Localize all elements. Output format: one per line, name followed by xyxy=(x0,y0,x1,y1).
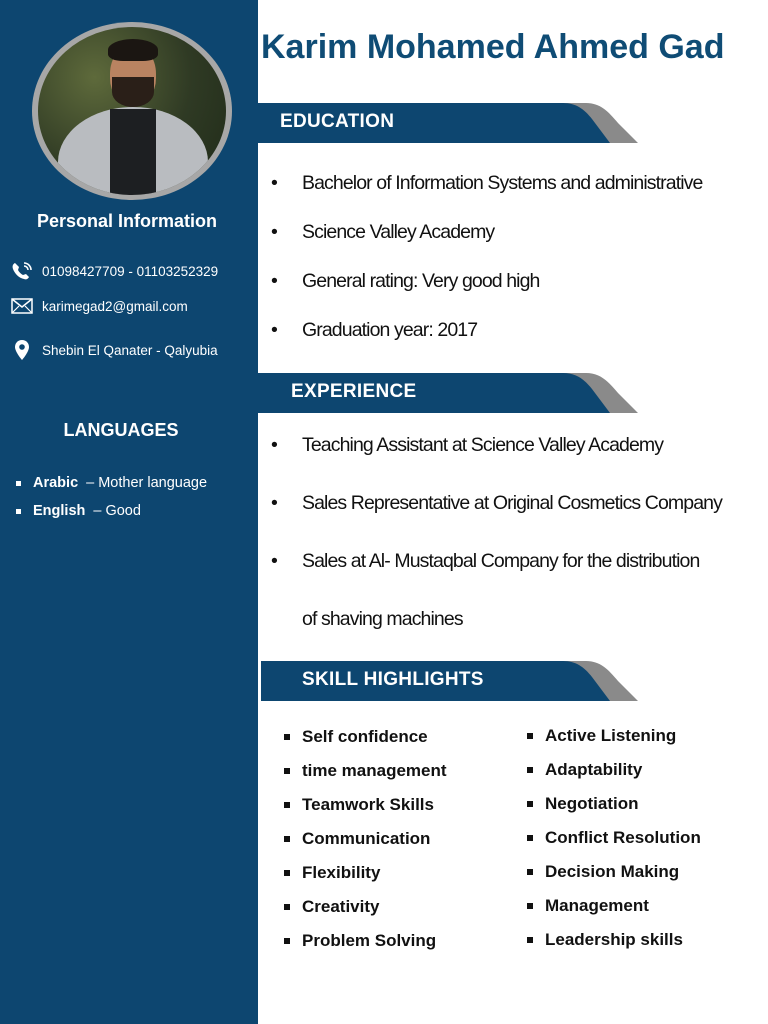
languages-list xyxy=(16,469,207,525)
envelope-icon xyxy=(10,296,34,316)
list-item: • Science Valley Academy xyxy=(271,221,495,243)
bullet-square-icon xyxy=(527,733,533,739)
bullet-square-icon xyxy=(284,768,290,774)
phone-icon xyxy=(10,261,34,281)
skill-item: Active Listening xyxy=(527,719,701,753)
email-row xyxy=(10,296,188,316)
location-row xyxy=(10,340,218,360)
skills-banner xyxy=(258,661,643,701)
skill-item: Negotiation xyxy=(527,787,701,821)
skill-item: time management xyxy=(284,754,447,788)
sidebar xyxy=(0,0,258,1024)
education-list xyxy=(268,172,702,368)
skill-item: Decision Making xyxy=(527,855,701,889)
phone-text: 01098427709 - 01103252329 xyxy=(42,263,219,279)
location-pin-icon xyxy=(10,340,34,360)
skills-title: SKILL HIGHLIGHTS xyxy=(302,669,484,690)
skill-item: Problem Solving xyxy=(284,924,447,958)
language-item xyxy=(16,469,207,497)
education-banner xyxy=(258,103,643,143)
skills-list-left xyxy=(284,720,447,958)
skill-item: Adaptability xyxy=(527,753,701,787)
bullet-square-icon xyxy=(284,870,290,876)
language-level: – Good xyxy=(93,503,141,519)
skill-item: Creativity xyxy=(284,890,447,924)
phone-row xyxy=(10,261,218,281)
location-text: Shebin El Qanater - Qalyubia xyxy=(42,342,218,358)
bullet-square-icon xyxy=(284,904,290,910)
skills-list-right xyxy=(527,719,701,957)
skill-item: Self confidence xyxy=(284,720,447,754)
email-text: karimegad2@gmail.com xyxy=(42,298,188,314)
language-name: Arabic xyxy=(33,475,79,491)
experience-banner xyxy=(258,373,643,413)
list-item-continuation: of shaving machines xyxy=(302,608,463,630)
skill-item: Communication xyxy=(284,822,447,856)
education-title: EDUCATION xyxy=(280,111,395,132)
list-item: • Bachelor of Information Systems and administrative xyxy=(271,172,703,194)
skill-item: Flexibility xyxy=(284,856,447,890)
list-item: • Graduation year: 2017 xyxy=(271,319,478,341)
bullet-square-icon xyxy=(284,802,290,808)
full-name: Karim Mohamed Ahmed Gad xyxy=(261,28,725,66)
bullet-square-icon xyxy=(16,509,21,514)
skill-item: Leadership skills xyxy=(527,923,701,957)
bullet-square-icon xyxy=(284,734,290,740)
bullet-square-icon xyxy=(284,938,290,944)
skill-item: Teamwork Skills xyxy=(284,788,447,822)
skill-item: Management xyxy=(527,889,701,923)
personal-info-title: Personal Information xyxy=(36,211,218,231)
languages-title: LANGUAGES xyxy=(63,420,179,440)
list-item: • Sales Representative at Original Cosmetics Company xyxy=(271,492,722,514)
profile-photo xyxy=(38,27,226,195)
language-item xyxy=(16,497,207,525)
bullet-square-icon xyxy=(527,835,533,841)
bullet-square-icon xyxy=(527,767,533,773)
skill-item: Conflict Resolution xyxy=(527,821,701,855)
language-level: – Mother language xyxy=(86,475,208,491)
profile-photo-frame xyxy=(32,22,232,200)
list-item: • Sales at Al- Mustaqbal Company for the distribution xyxy=(271,550,700,572)
bullet-square-icon xyxy=(527,937,533,943)
bullet-square-icon xyxy=(527,903,533,909)
list-item: • Teaching Assistant at Science Valley Academy xyxy=(271,434,664,456)
experience-list xyxy=(268,434,722,668)
bullet-square-icon xyxy=(284,836,290,842)
bullet-square-icon xyxy=(527,869,533,875)
bullet-square-icon xyxy=(16,481,21,486)
bullet-square-icon xyxy=(527,801,533,807)
list-item: • General rating: Very good high xyxy=(271,270,540,292)
language-name: English xyxy=(33,503,86,519)
experience-title: EXPERIENCE xyxy=(291,381,417,402)
